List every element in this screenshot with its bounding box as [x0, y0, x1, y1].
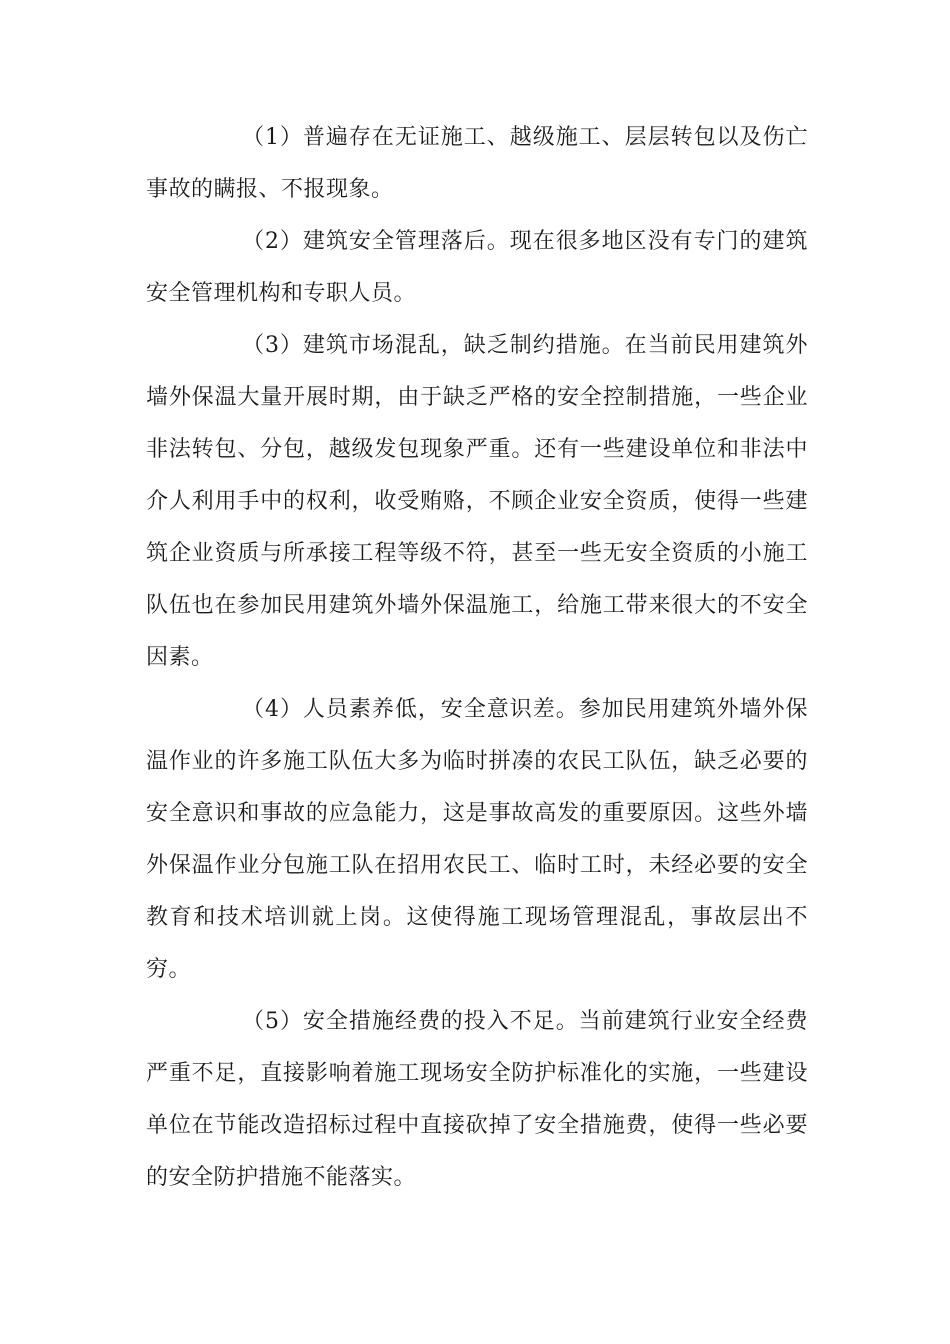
paragraph-2: （2）建筑安全管理落后。现在很多地区没有专门的建筑安全管理机构和专职人员。 [146, 229, 808, 306]
paragraph-4: （4）人员素养低，安全意识差。参加民用建筑外墙外保温作业的许多施工队伍大多为临时拼凑的农民工队伍，缺乏必要的安全意识和事故的应急能力，这是事故高发的重要原因。这些外墙外保温作业分包施工队在招用农民工、临时工时，未经必要的安全教育和技术培训就上岗。这使得施工现场管理混乱，事故层出不穷。 [146, 697, 808, 982]
paragraph-1: （1）普遍存在无证施工、越级施工、层层转包以及伤亡事故的瞒报、不报现象。 [146, 125, 808, 202]
document-page [146, 112, 808, 1204]
paragraph-3: （3）建筑市场混乱，缺乏制约措施。在当前民用建筑外墙外保温大量开展时期，由于缺乏严格的安全控制措施，一些企业非法转包、分包，越级发包现象严重。还有一些建设单位和非法中介人利用手中的权利，收受贿赂，不顾企业安全资质，使得一些建筑企业资质与所承接工程等级不符，甚至一些无安全资质的小施工队伍也在参加民用建筑外墙外保温施工，给施工带来很大的不安全因素。 [146, 333, 808, 670]
paragraph-5: （5）安全措施经费的投入不足。当前建筑行业安全经费严重不足，直接影响着施工现场安全防护标准化的实施，一些建设单位在节能改造招标过程中直接砍掉了安全措施费，使得一些必要的安全防护措施不能落实。 [146, 1009, 808, 1190]
